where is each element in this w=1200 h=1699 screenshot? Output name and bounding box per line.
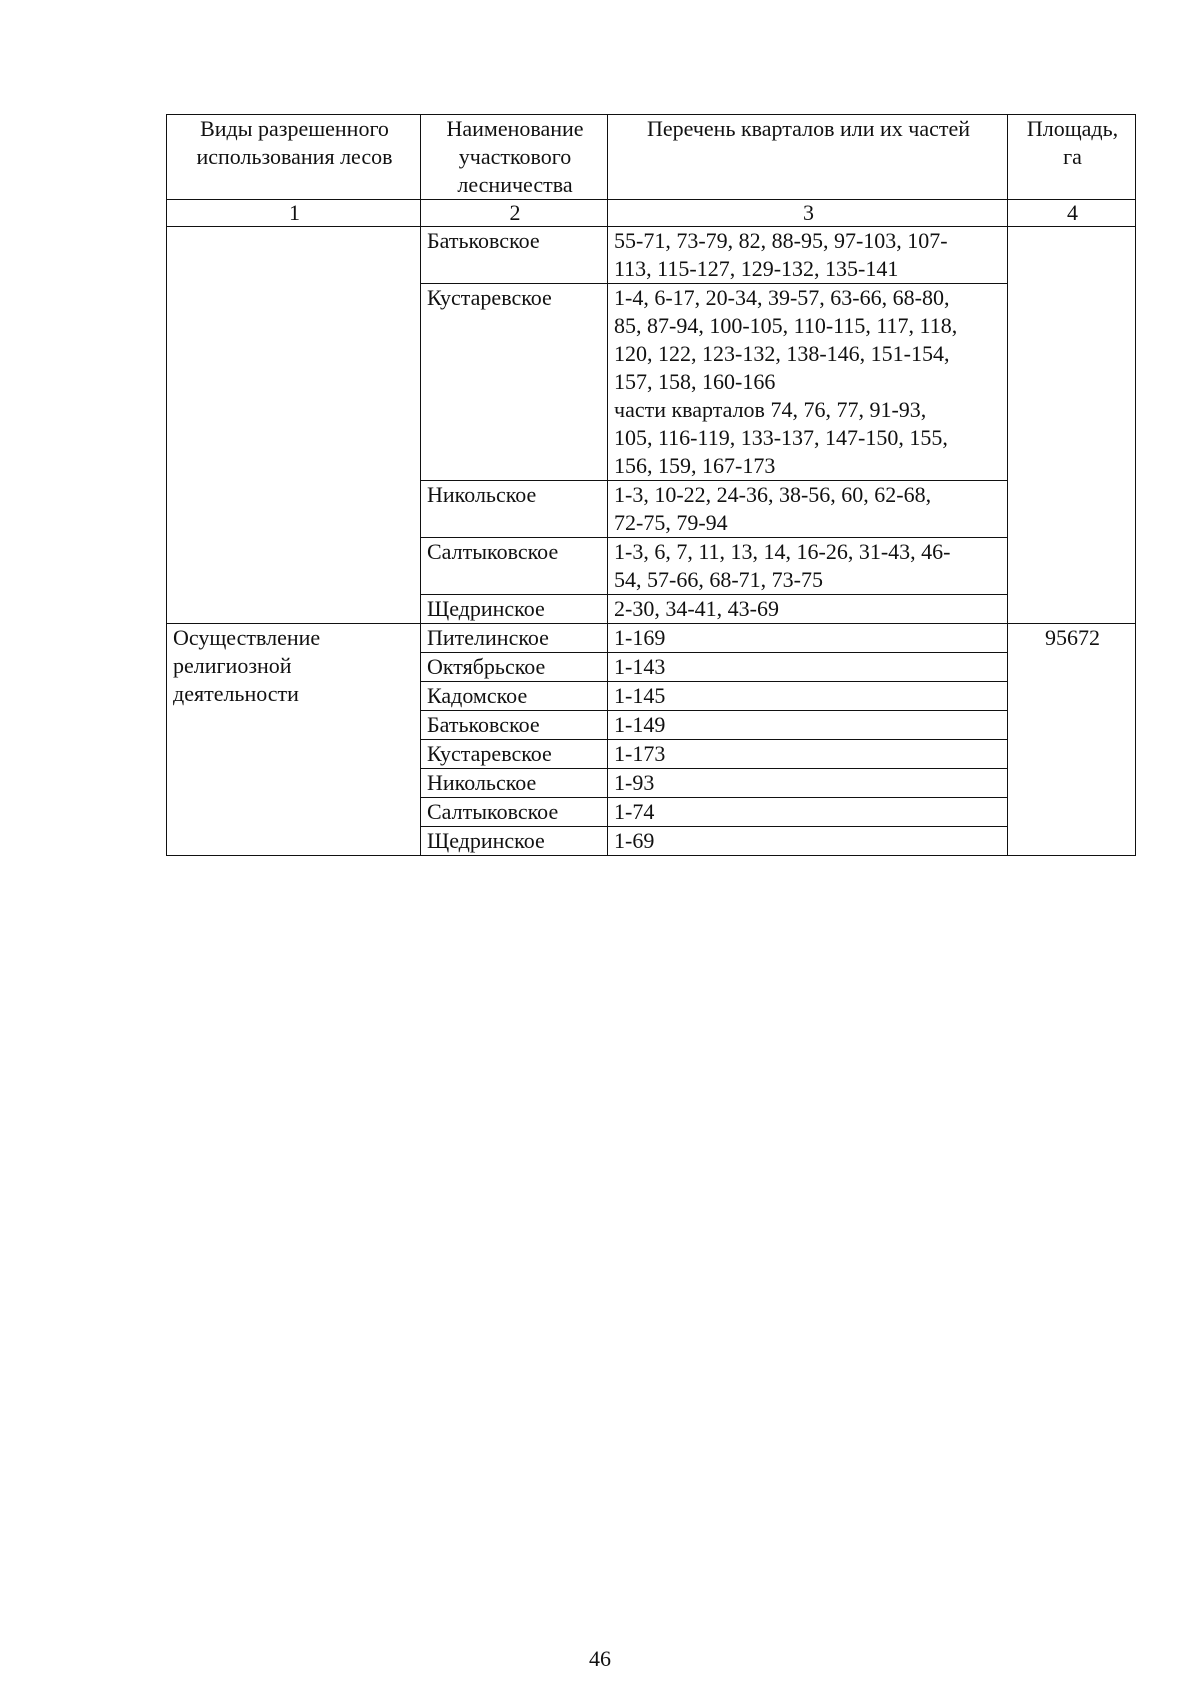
quarters-cell: 1-143 [608,653,1008,682]
page-number: 46 [589,1646,611,1671]
header-forestry-line: участкового [458,144,572,169]
quarters-line: 120, 122, 123-132, 138-146, 151-154, [614,341,950,366]
quarters-cell [608,284,1008,481]
column-number: 1 [167,200,421,227]
column-number: 4 [1008,200,1136,227]
forestry-cell: Салтыковское [421,538,608,595]
use-type-line: деятельности [173,681,299,706]
use-type-cell-empty [167,227,421,624]
column-number: 3 [608,200,1008,227]
forestry-cell: Октябрьское [421,653,608,682]
quarters-line: 54, 57-66, 68-71, 73-75 [614,567,823,592]
quarters-cell: 1-149 [608,711,1008,740]
area-cell-empty [1008,227,1136,624]
quarters-cell [608,595,1008,624]
header-use-type-line: Виды разрешенного [200,116,389,141]
quarters-line: 157, 158, 160-166 [614,369,776,394]
forest-use-table [166,114,1136,856]
forestry-cell: Батьковское [421,227,608,284]
header-forestry-line: Наименование [446,116,584,141]
header-quarters [608,115,1008,200]
table-row [167,624,1136,653]
use-type-cell [167,624,421,856]
forestry-cell: Щедринское [421,827,608,856]
table-row [167,227,1136,284]
header-use-type-line: использования лесов [196,144,393,169]
header-area-line: га [1063,144,1082,169]
quarters-cell [608,538,1008,595]
area-cell: 95672 [1008,624,1136,856]
quarters-cell: 1-69 [608,827,1008,856]
quarters-line: 85, 87-94, 100-105, 110-115, 117, 118, [614,313,958,338]
header-area-line: Площадь, [1026,116,1119,141]
header-forestry-line: лесничества [457,172,573,197]
use-type-line: Осуществление [173,625,321,650]
quarters-line: 156, 159, 167-173 [614,453,776,478]
quarters-line: 1-3, 10-22, 24-36, 38-56, 60, 62-68, [614,482,932,507]
quarters-line: 2-30, 34-41, 43-69 [614,596,779,621]
quarters-line: 105, 116-119, 133-137, 147-150, 155, [614,425,948,450]
column-number-row [167,200,1136,227]
forestry-cell: Пителинское [421,624,608,653]
use-type-line: религиозной [173,653,292,678]
forestry-cell: Щедринское [421,595,608,624]
quarters-line: 55-71, 73-79, 82, 88-95, 97-103, 107- [614,228,948,253]
quarters-cell [608,227,1008,284]
quarters-cell: 1-93 [608,769,1008,798]
forestry-cell: Кадомское [421,682,608,711]
header-area [1008,115,1136,200]
forestry-cell: Никольское [421,481,608,538]
forestry-cell: Кустаревское [421,740,608,769]
forestry-cell: Никольское [421,769,608,798]
column-number: 2 [421,200,608,227]
quarters-cell: 1-173 [608,740,1008,769]
header-use-type [167,115,421,200]
header-quarters-line: Перечень кварталов или их частей [646,116,971,141]
quarters-cell: 1-145 [608,682,1008,711]
header-forestry-name [421,115,608,200]
forestry-cell: Кустаревское [421,284,608,481]
quarters-line: части кварталов 74, 76, 77, 91-93, [614,397,927,422]
quarters-cell: 1-74 [608,798,1008,827]
quarters-line: 1-4, 6-17, 20-34, 39-57, 63-66, 68-80, [614,285,950,310]
quarters-line: 113, 115-127, 129-132, 135-141 [614,256,899,281]
quarters-cell: 1-169 [608,624,1008,653]
quarters-cell [608,481,1008,538]
quarters-line: 1-3, 6, 7, 11, 13, 14, 16-26, 31-43, 46- [614,539,951,564]
header-row [167,115,1136,200]
forestry-cell: Салтыковское [421,798,608,827]
forestry-cell: Батьковское [421,711,608,740]
quarters-line: 72-75, 79-94 [614,510,728,535]
